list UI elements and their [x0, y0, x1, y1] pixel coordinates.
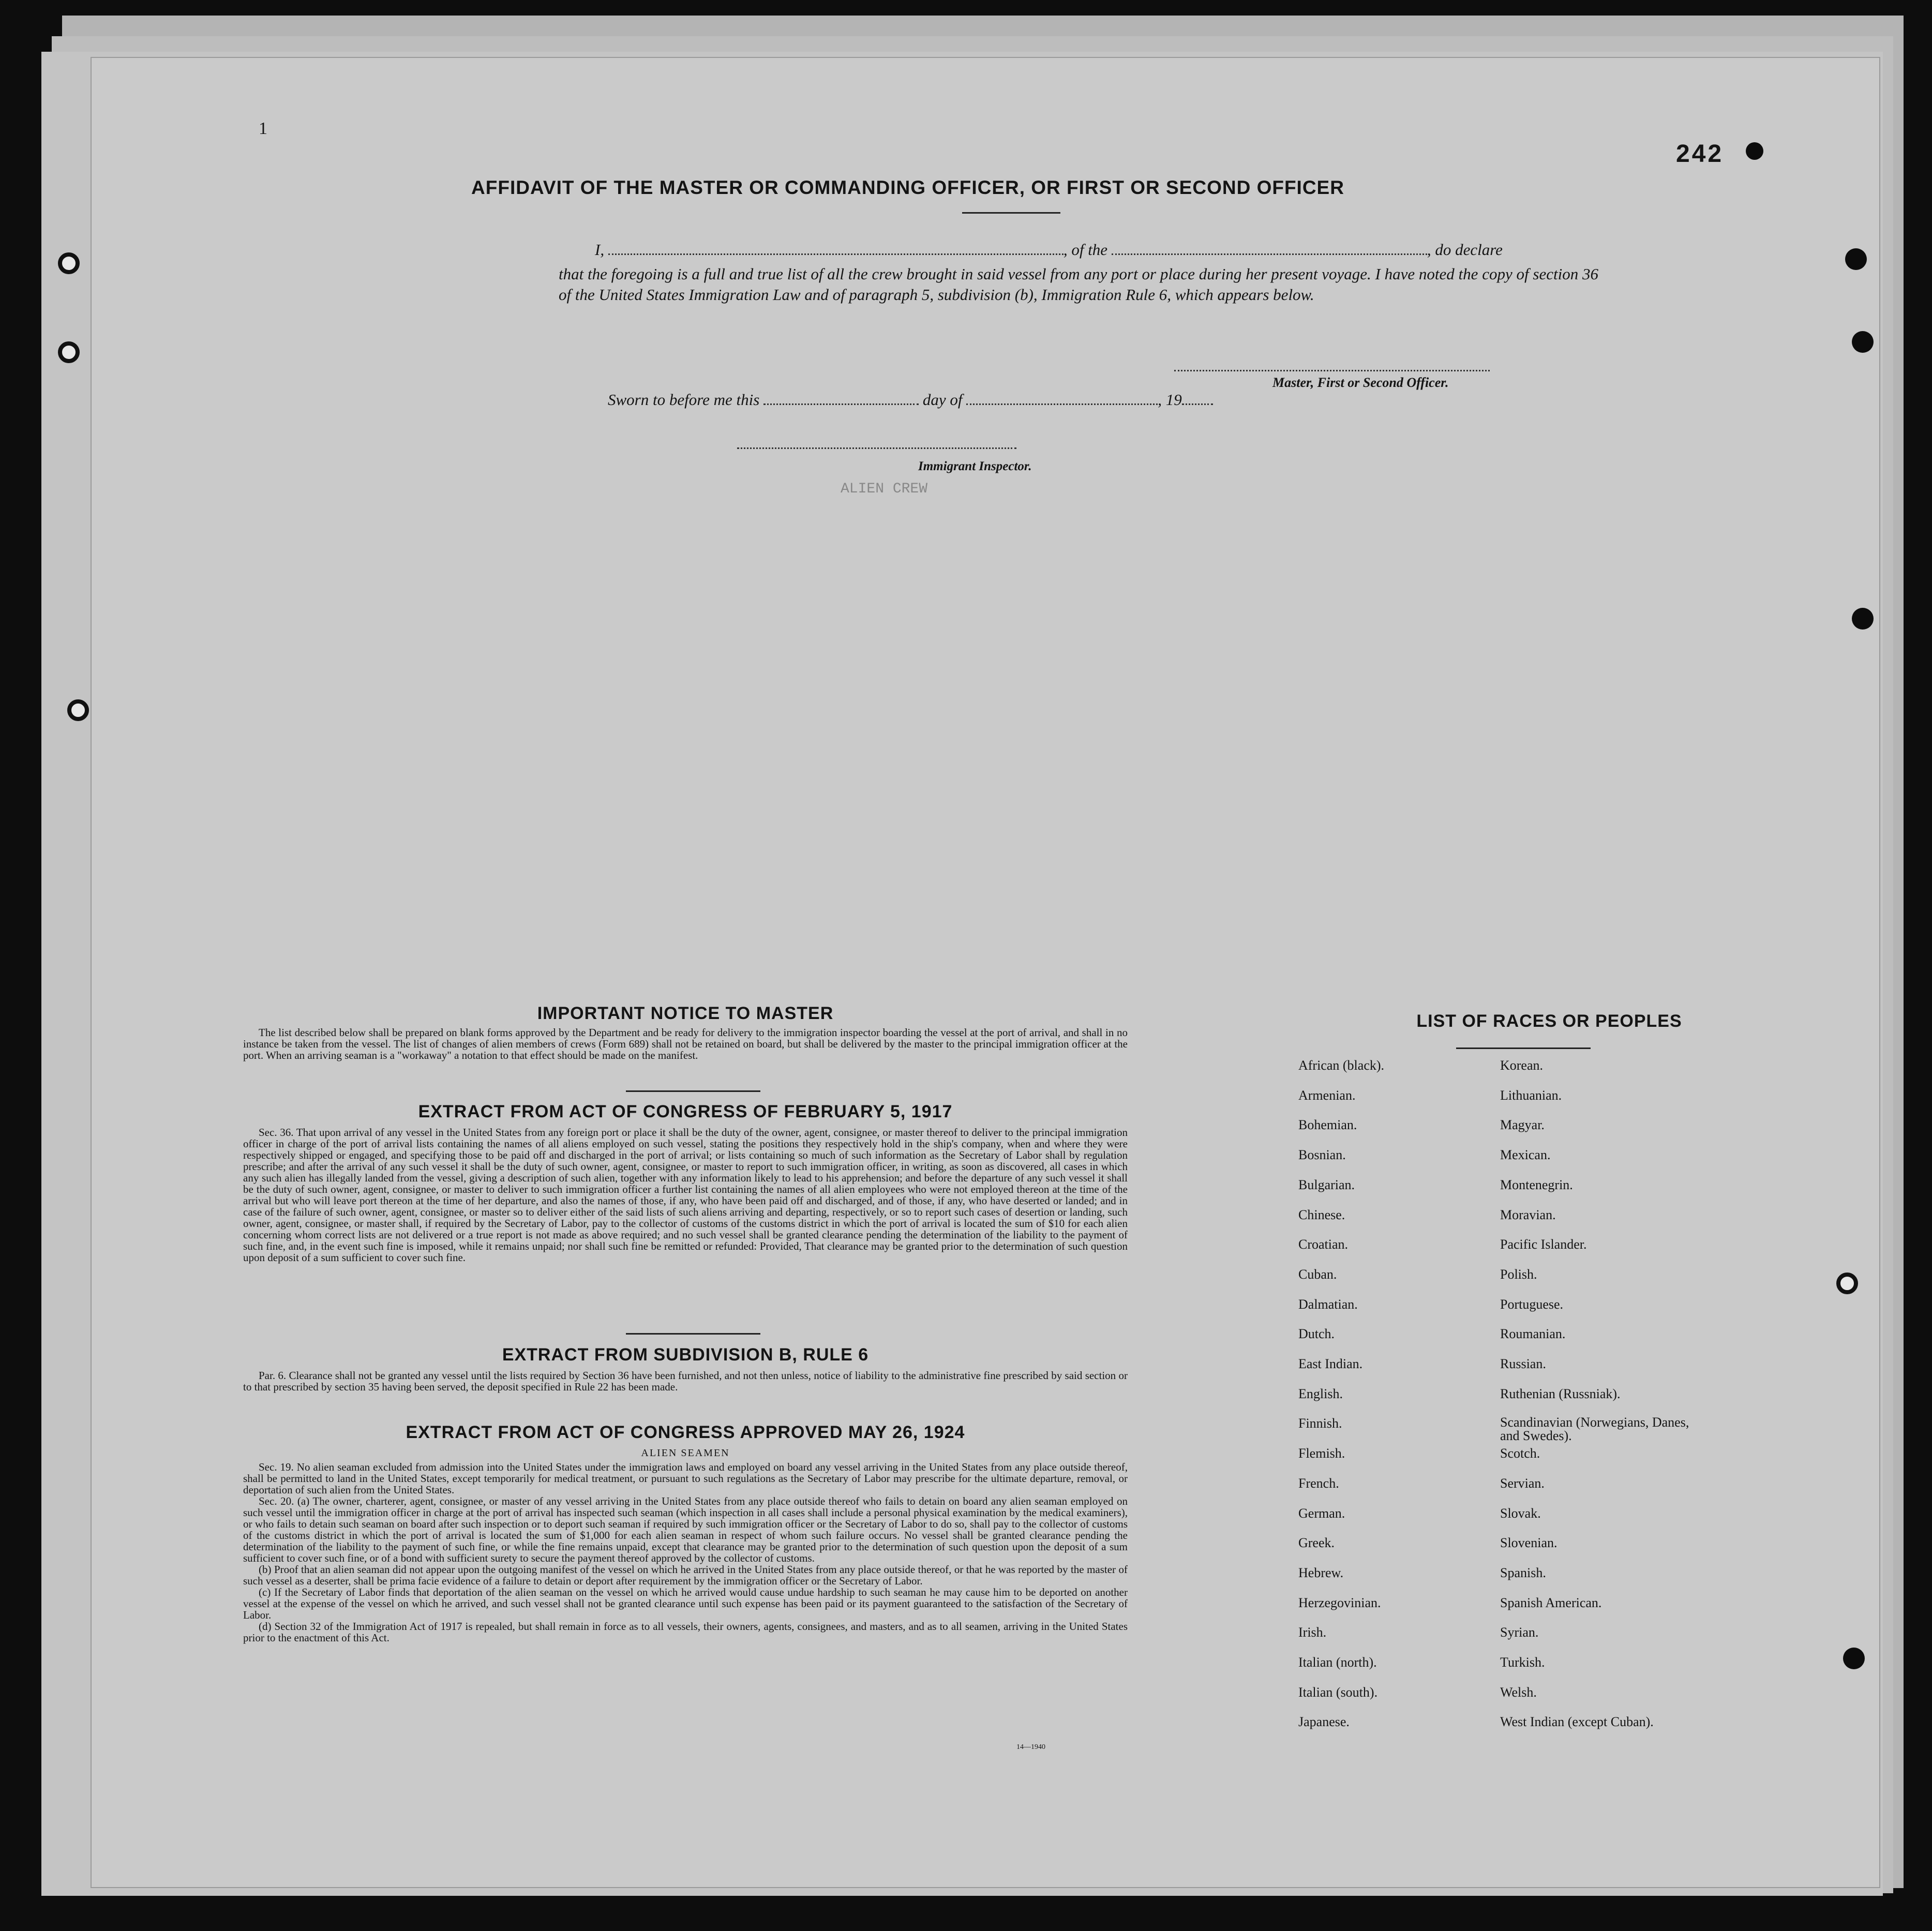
bleed-through-text: ALIEN CREW — [841, 481, 928, 497]
affidavit-of: , of the — [1063, 241, 1108, 259]
extract-1924-title: EXTRACT FROM ACT OF CONGRESS APPROVED MAY 26, 1924 — [406, 1423, 965, 1442]
race-item: Magyar. — [1500, 1117, 1545, 1133]
inspector-blank — [737, 447, 1016, 449]
race-item: Spanish. — [1500, 1565, 1546, 1580]
race-item: Roumanian. — [1500, 1326, 1566, 1342]
notice-paragraph: The list described below shall be prepared on blank forms approved by the Department and be ready for delivery to the immigration inspector boarding the vessel at the port of arrival, and shall in no instance be taken from the vessel. The list of changes of alien members of crews (Form 689) shall not be retained on board, but shall be delivered by the master to the principal immigration officer at the port. When an arriving seaman is a "workaway" a notation to that effect should be made on the manifest. — [243, 1026, 1128, 1061]
extract-1924-paragraph: (d) Section 32 of the Immigration Act of 1917 is repealed, but shall remain in force as to all vessels, their owners, agents, consignees, and masters, and as to all seamen, arriving in the United States prior to the enactment of this Act. — [243, 1620, 1128, 1644]
race-item: Welsh. — [1500, 1684, 1537, 1700]
race-item: Pacific Islander. — [1500, 1237, 1587, 1252]
inspector-caption: Immigrant Inspector. — [918, 459, 1032, 473]
day-blank — [763, 403, 919, 405]
race-item: Scotch. — [1500, 1446, 1540, 1461]
race-item: Italian (north). — [1298, 1655, 1377, 1670]
race-item: Slovenian. — [1500, 1535, 1557, 1551]
sworn-day: day of — [922, 391, 963, 409]
race-item: Polish. — [1500, 1266, 1537, 1282]
race-item: Dutch. — [1298, 1326, 1335, 1342]
race-item: Scandinavian (Norwegians, Danes, and Swedes). — [1500, 1415, 1689, 1444]
extract-1924-paragraph: (c) If the Secretary of Labor finds that deportation of the alien seaman on the vessel on which he arrived would cause undue hardship to such seaman he may cause him to be deported on another vessel at the expense of the vessel on which he arrived, and such vessel shall not be granted clearance until such expense has been paid or its payment guaranteed to the satisfaction of the Secretary of Labor. — [243, 1586, 1128, 1621]
form-code: 14—1940 — [1016, 1743, 1045, 1751]
sworn-year: , 19 — [1158, 391, 1182, 409]
extract-rule6-title: EXTRACT FROM SUBDIVISION B, RULE 6 — [502, 1345, 869, 1365]
race-item: Portuguese. — [1500, 1296, 1564, 1312]
race-item: English. — [1298, 1386, 1343, 1401]
race-item: Servian. — [1500, 1475, 1545, 1491]
notice-text — [243, 1027, 1128, 1061]
divider — [626, 1333, 760, 1335]
divider — [962, 212, 1060, 214]
race-item: Mexican. — [1500, 1147, 1551, 1163]
race-item: German. — [1298, 1505, 1345, 1521]
race-item: Spanish American. — [1500, 1595, 1602, 1610]
affidavit-title: AFFIDAVIT OF THE MASTER OR COMMANDING OFFICER, OR FIRST OR SECOND OFFICER — [471, 177, 1344, 198]
binder-hole-icon — [58, 341, 80, 363]
divider — [1456, 1047, 1591, 1049]
race-item: Finnish. — [1298, 1416, 1342, 1431]
vessel-blank — [1112, 253, 1427, 255]
affidavit-body: that the foregoing is a full and true list of all the crew brought in said vessel from any port or place during her present voyage. I have noted the copy of section 36 of the United States Immigration Law and of paragraph 5, subdivision (b), Immigration Rule 6, which appears below. — [559, 265, 1598, 304]
sworn-prefix: Sworn to before me this — [608, 391, 760, 409]
race-item: West Indian (except Cuban). — [1500, 1714, 1654, 1730]
extract-rule6-paragraph: Par. 6. Clearance shall not be granted any vessel until the lists required by Section 36 have been furnished, and not then unless, notice of liability to the administrative fine prescribed by said section or to that prescribed by section 35 having been served, the deposit specified in Rule 22 has been made. — [243, 1369, 1128, 1393]
race-item: Japanese. — [1298, 1714, 1350, 1730]
race-item: Irish. — [1298, 1625, 1327, 1640]
affidavit-declare: , do declare — [1427, 241, 1503, 259]
race-item: African (black). — [1298, 1058, 1385, 1073]
document-page — [91, 57, 1880, 1888]
race-item: Montenegrin. — [1500, 1177, 1573, 1192]
notice-title: IMPORTANT NOTICE TO MASTER — [537, 1004, 834, 1023]
affidavit-i: I, — [595, 241, 605, 259]
races-title: LIST OF RACES OR PEOPLES — [1416, 1011, 1682, 1031]
binder-hole-icon — [67, 699, 89, 721]
race-item: French. — [1298, 1475, 1339, 1491]
extract-1924-paragraph: Sec. 19. No alien seaman excluded from admission into the United States under the immigration laws and employed on board any vessel arriving in the United States from any place outside thereof, shall be permitted to land in the United States, except temporarily for medical treatment, or pursuant to such regulations as the Secretary of Labor may prescribe for the ultimate departure, removal, or deportation of such alien from the United States. — [243, 1461, 1128, 1496]
extract-1917-title: EXTRACT FROM ACT OF CONGRESS OF FEBRUARY 5, 1917 — [418, 1102, 953, 1121]
sworn-line — [608, 391, 1213, 409]
corner-number: 242 — [1676, 140, 1724, 168]
binder-hole-icon — [58, 252, 80, 274]
race-item: Bohemian. — [1298, 1117, 1357, 1133]
extract-1924-paragraph: (b) Proof that an alien seaman did not appear upon the outgoing manifest of the vessel on which he arrived in the United States from any place outside thereof, or that he was reported by the master of such vessel as a deserter, shall be prima facie evidence of a failure to detain or deport after requirement by the immigration officer or the Secretary of Labor. — [243, 1563, 1128, 1587]
extract-rule6-text — [243, 1370, 1128, 1393]
race-item: Croatian. — [1298, 1237, 1349, 1252]
year-blank — [1182, 403, 1213, 405]
binder-hole-icon — [1852, 608, 1874, 630]
race-item: Bulgarian. — [1298, 1177, 1355, 1192]
race-item: Moravian. — [1500, 1207, 1556, 1222]
race-item: Korean. — [1500, 1058, 1544, 1073]
race-item: Dalmatian. — [1298, 1296, 1358, 1312]
binder-hole-icon — [1852, 331, 1874, 353]
race-item: Bosnian. — [1298, 1147, 1346, 1163]
binder-hole-icon — [1746, 142, 1763, 160]
race-item: Turkish. — [1500, 1655, 1545, 1670]
name-blank — [608, 253, 1064, 255]
race-item: Russian. — [1500, 1356, 1546, 1371]
race-item: Italian (south). — [1298, 1684, 1378, 1700]
divider — [626, 1090, 760, 1092]
binder-hole-icon — [1843, 1648, 1865, 1669]
race-item: Armenian. — [1298, 1087, 1356, 1103]
extract-1924-paragraph: Sec. 20. (a) The owner, charterer, agent, consignee, or master of any vessel arriving in the United States from any place outside thereof who fails to detain on board any alien seaman employed on such vessel until the immigration officer in charge at the port of arrival has inspected such seaman (which inspection in all cases shall include a personal physical examination by the medical examiners), or who fails to detain such seaman on board after such inspection or to deport such seaman if required by such immigration officer or the Secretary of Labor to do so, shall pay to the collector of customs of the customs district in which the port of arrival is located the sum of $1,000 for each alien seaman in respect of whom such failure occurs. No vessel shall be granted clearance pending the determination of the liability to the payment of such fine, or while the fine remains unpaid, except that clearance may be granted prior to the determination of such question upon the deposit of a sum sufficient to cover such fine, or of a bond with sufficient surety to secure the payment thereof approved by the collector of customs. — [243, 1495, 1128, 1564]
race-item: Flemish. — [1298, 1446, 1345, 1461]
extract-1924-subtitle: ALIEN SEAMEN — [641, 1447, 730, 1459]
race-item: Cuban. — [1298, 1266, 1337, 1282]
page-number: 1 — [259, 119, 267, 138]
extract-1917-text — [243, 1127, 1128, 1263]
extract-1924-text — [243, 1461, 1128, 1643]
signature-blank — [1174, 370, 1490, 371]
race-item: Chinese. — [1298, 1207, 1345, 1222]
signature-caption: Master, First or Second Officer. — [1272, 375, 1449, 390]
race-item: Lithuanian. — [1500, 1087, 1562, 1103]
binder-hole-icon — [1845, 248, 1867, 270]
race-item: Herzegovinian. — [1298, 1595, 1381, 1610]
race-item: Ruthenian (Russniak). — [1500, 1386, 1621, 1401]
binder-hole-icon — [1836, 1273, 1858, 1294]
race-item: Hebrew. — [1298, 1565, 1344, 1580]
race-item: Slovak. — [1500, 1505, 1541, 1521]
extract-1917-paragraph: Sec. 36. That upon arrival of any vessel in the United States from any foreign port or place it shall be the duty of the owner, agent, consignee, or master thereof to deliver to the principal immigration officer in charge of the port of arrival lists containing the names of all aliens employed on such vessel, stating the positions they respectively hold in the ship's company, when and where they were respectively shipped or engaged, and specifying those to be paid off and discharged in the port of arrival; or lists containing so much of such information as the Secretary of Labor shall by regulation prescribe; and after the arrival of any such vessel it shall be the duty of such owner, agent, consignee, or master to report to such immigration officer, in writing, as soon as discovered, all cases in which any such alien has illegally landed from the vessel, giving a description of such alien, together with any information likely to lead to his apprehension; and before the departure of any such vessel it shall be the duty of such owner, agent, consignee, or master to deliver to such immigration officer a further list containing the names of all alien employees who were not employed thereon at the time of the arrival but who will leave port thereon at the time of her departure, and also the names of those, if any, who have been paid off and discharged, and of those, if any, who have deserted or landed; and in case of the failure of such owner, agent, consignee, or master so to deliver either of the said lists of such aliens arriving and departing, respectively, or so to report such cases of desertion or landing, such owner, agent, consignee, or master shall, if required by the Secretary of Labor, pay to the collector of customs of the customs district in which the port of arrival is located the sum of $10 for each alien concerning whom correct lists are not delivered or a true report is not made as above required; and no such vessel shall be granted clearance pending the determination of the liability to the payment of such fine, and, in the event such fine is imposed, while it remains unpaid; nor shall such fine be remitted or refunded: Provided, That clearance may be granted prior to the determination of such question upon deposit of a sum sufficient to cover such fine. — [243, 1126, 1128, 1264]
race-item: East Indian. — [1298, 1356, 1363, 1371]
affidavit-declaration-line — [559, 241, 1598, 259]
race-item: Greek. — [1298, 1535, 1335, 1551]
month-blank — [966, 403, 1158, 405]
race-item: Syrian. — [1500, 1625, 1539, 1640]
